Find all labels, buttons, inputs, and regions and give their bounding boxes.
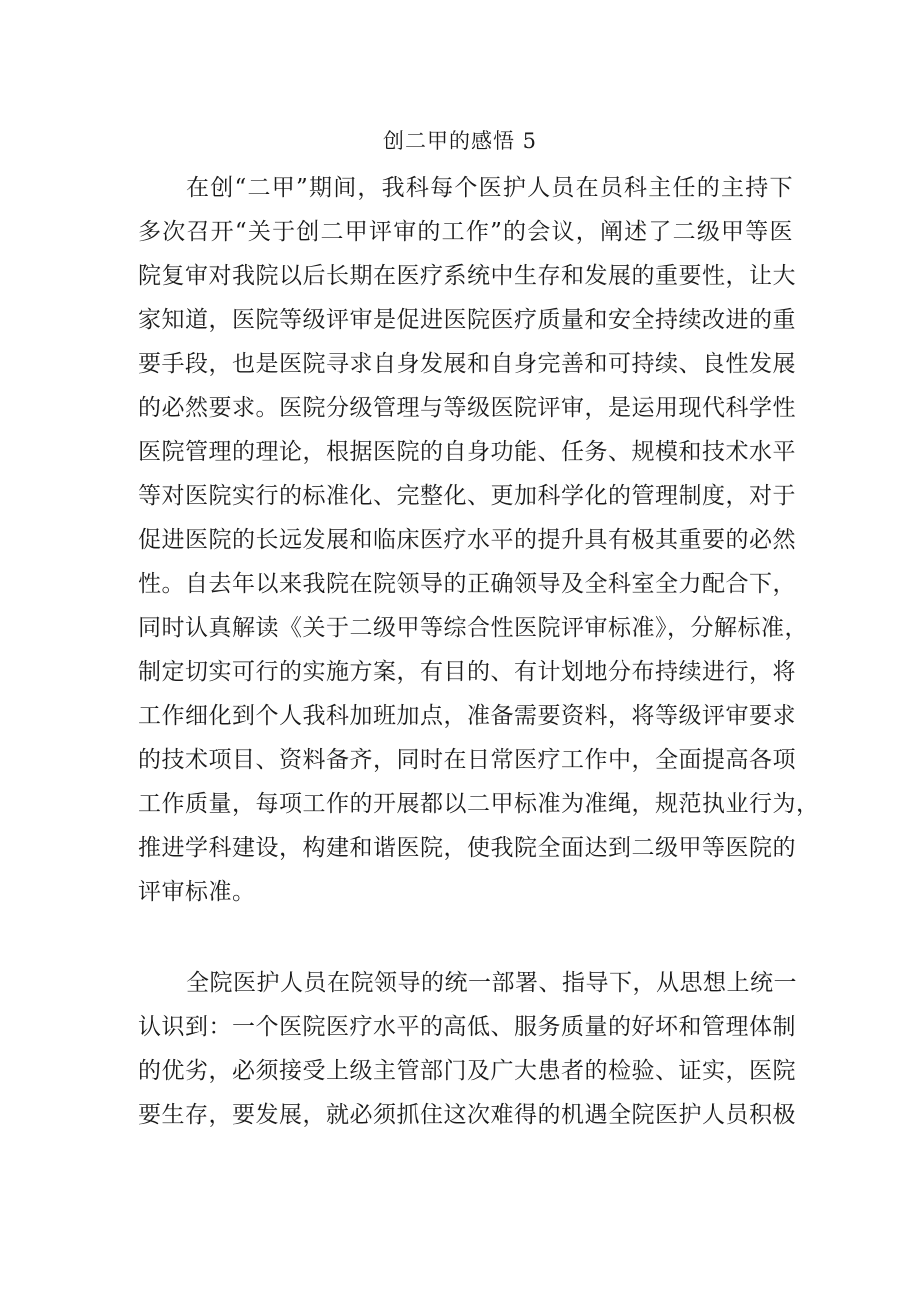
paragraph-line: 多次召开“关于创二甲评审的工作”的会议，阐述了二级甲等医	[138, 219, 793, 245]
paragraph-line: 的优劣，必须接受上级主管部门及广大患者的检验、证实，医院	[138, 1058, 796, 1084]
paragraph-line: 制定切实可行的实施方案，有目的、有计划地分布持续进行，将	[138, 659, 796, 685]
paragraph-line: 要手段，也是医院寻求自身发展和自身完善和可持续、良性发展	[138, 351, 796, 377]
paragraph-line: 在创“二甲”期间，我科每个医护人员在员科主任的主持下	[186, 175, 793, 201]
paragraph-2	[138, 961, 797, 1137]
paragraph-line: 促进医院的长远发展和临床医疗水平的提升具有极其重要的必然	[138, 527, 796, 553]
paragraph-line: 等对医院实行的标准化、完整化、更加科学化的管理制度，对于	[138, 483, 796, 509]
paragraph-line: 要生存，要发展，就必须抓住这次难得的机遇全院医护人员积极	[138, 1102, 796, 1128]
paragraph-line: 家知道，医院等级评审是促进医院医疗质量和安全持续改进的重	[138, 307, 796, 333]
paragraph-line: 工作细化到个人我科加班加点，准备需要资料，将等级评审要求	[138, 703, 796, 729]
paragraph-line: 性。自去年以来我院在院领导的正确领导及全科室全力配合下，	[138, 571, 796, 597]
paragraph-line: 的技术项目、资料备齐，同时在日常医疗工作中，全面提高各项	[138, 747, 796, 773]
paragraph-line: 全院医护人员在院领导的统一部署、指导下，从思想上统一	[186, 970, 797, 996]
paragraph-line: 认识到：一个医院医疗水平的高低、服务质量的好坏和管理体制	[138, 1014, 796, 1040]
paragraph-line: 推进学科建设，构建和谐医院，使我院全面达到二级甲等医院的	[138, 835, 796, 861]
paragraph-line: 的必然要求。医院分级管理与等级医院评审，是运用现代科学性	[138, 395, 796, 421]
paragraph-1	[138, 166, 820, 914]
document-title: 创二甲的感悟 5	[382, 129, 538, 153]
paragraph-line: 同时认真解读《关于二级甲等综合性医院评审标准》，分解标准，	[138, 615, 808, 641]
paragraph-line: 医院管理的理论，根据医院的自身功能、任务、规模和技术水平	[138, 439, 796, 465]
paragraph-line: 评审标准。	[138, 879, 256, 905]
paragraph-line: 院复审对我院以后长期在医疗系统中生存和发展的重要性，让大	[138, 263, 796, 289]
paragraph-line: 工作质量，每项工作的开展都以二甲标准为准绳，规范执业行为，	[138, 791, 820, 817]
